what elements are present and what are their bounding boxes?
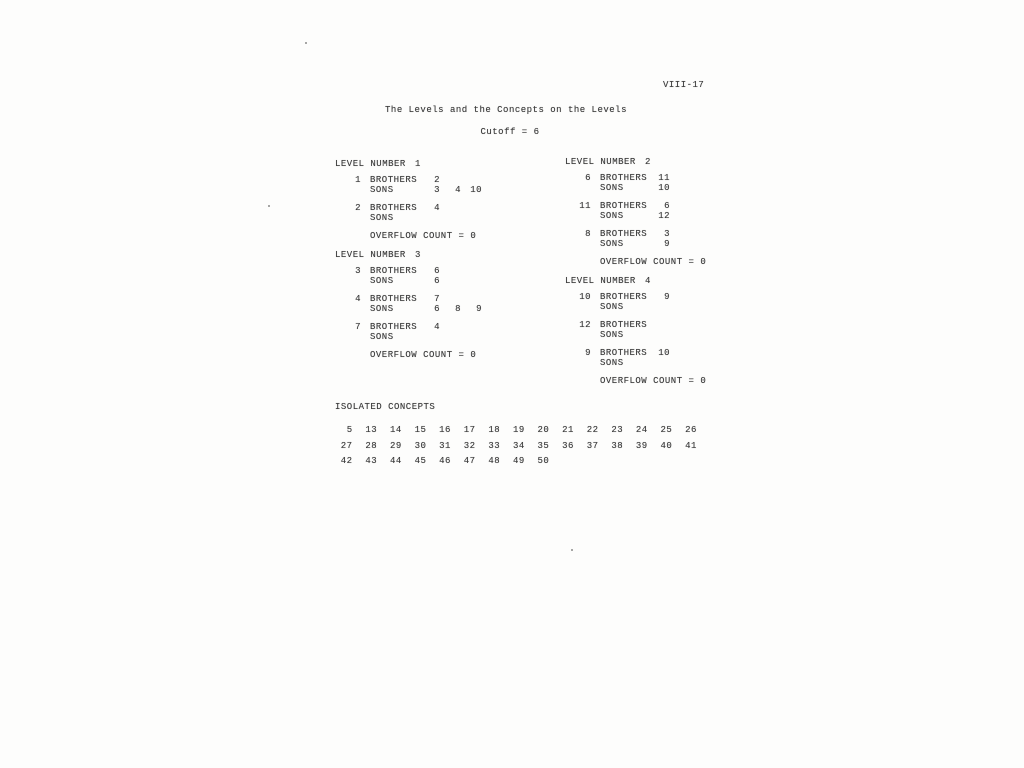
sons-label: SONS	[370, 304, 394, 315]
brothers-line	[335, 266, 555, 276]
level-section	[335, 159, 555, 241]
isolated-number: 37	[586, 440, 599, 451]
overflow-count: OVERFLOW COUNT = 0	[370, 230, 477, 241]
level-header	[335, 159, 555, 169]
isolated-concepts-grid	[328, 423, 697, 470]
brothers-value: 3	[664, 228, 670, 239]
levels-column-left	[335, 159, 555, 369]
brothers-label: BROTHERS	[600, 228, 648, 239]
brothers-value: 11	[658, 173, 670, 183]
brothers-value: 4	[434, 202, 440, 213]
concept-id-spacer	[565, 358, 591, 368]
overflow-count: OVERFLOW COUNT = 0	[370, 349, 477, 360]
sons-value	[691, 302, 712, 312]
brothers-value: 7	[434, 294, 440, 305]
isolated-number: 46	[439, 456, 451, 466]
isolated-number: 36	[562, 440, 574, 451]
isolated-number: 39	[635, 440, 648, 451]
concept-id: 4	[355, 294, 361, 305]
sons-value	[440, 276, 461, 286]
brothers-value: 2	[434, 175, 440, 185]
concept-id: 10	[579, 292, 591, 303]
sons-line	[335, 332, 555, 342]
isolated-number: 40	[660, 440, 673, 451]
scan-speck	[571, 549, 573, 551]
isolated-number: 19	[512, 425, 525, 435]
brothers-label: BROTHERS	[370, 175, 418, 185]
concept-id-spacer	[565, 183, 591, 193]
sons-label: SONS	[370, 185, 394, 196]
level-number-label: LEVEL NUMBER	[335, 159, 406, 169]
level-header	[565, 276, 785, 286]
concept-id-spacer	[565, 211, 591, 221]
sons-label: SONS	[600, 302, 624, 313]
brothers-label: BROTHERS	[370, 322, 418, 332]
isolated-number: 26	[685, 425, 697, 435]
brothers-line	[335, 294, 555, 304]
sons-value: 3	[434, 185, 440, 196]
sons-value	[656, 302, 670, 312]
isolated-number: 38	[611, 440, 624, 451]
sons-line	[335, 213, 555, 223]
sons-line	[565, 358, 785, 368]
sons-value	[440, 213, 461, 223]
brothers-value: 6	[664, 200, 670, 211]
isolated-number: 43	[365, 456, 378, 466]
concept-id-spacer	[565, 330, 591, 340]
brothers-value: 9	[664, 292, 670, 303]
isolated-number: 23	[611, 425, 624, 435]
isolated-number: 28	[365, 440, 378, 451]
sons-value	[691, 183, 712, 193]
sons-value	[691, 239, 712, 249]
brothers-line	[565, 292, 785, 302]
level-number-value: 1	[415, 159, 421, 169]
sons-value	[670, 211, 691, 221]
sons-line	[335, 276, 555, 286]
sons-value	[670, 330, 691, 340]
sons-line	[565, 239, 785, 249]
isolated-number: 22	[586, 425, 599, 435]
brothers-value	[656, 320, 670, 330]
isolated-number: 29	[389, 440, 402, 451]
sons-line	[565, 211, 785, 221]
concept-entry	[335, 294, 555, 314]
isolated-row	[328, 454, 697, 470]
sons-line	[565, 330, 785, 340]
level-number-value: 3	[415, 250, 421, 261]
isolated-number: 45	[414, 456, 427, 466]
brothers-label: BROTHERS	[600, 200, 648, 211]
level-header	[335, 250, 555, 260]
sons-value	[670, 183, 691, 193]
sons-value: 8	[455, 304, 461, 315]
sons-label: SONS	[600, 358, 624, 369]
isolated-number: 16	[439, 425, 451, 435]
sons-value: 4	[455, 185, 461, 196]
sons-value: 9	[664, 238, 670, 249]
isolated-number: 17	[463, 425, 476, 435]
brothers-line	[565, 173, 785, 183]
sons-value	[656, 330, 670, 340]
sons-value: 10	[470, 185, 482, 196]
sons-value	[461, 332, 482, 342]
brothers-label: BROTHERS	[370, 266, 418, 277]
sons-value	[461, 276, 482, 286]
sons-value: 9	[476, 304, 482, 315]
isolated-concepts-heading: ISOLATED CONCEPTS	[335, 402, 436, 412]
isolated-number: 30	[414, 440, 427, 451]
sons-value	[426, 332, 440, 342]
concept-entry	[565, 173, 785, 193]
brothers-line	[565, 201, 785, 211]
brothers-line	[565, 320, 785, 330]
sons-label: SONS	[600, 238, 624, 249]
brothers-label: BROTHERS	[370, 294, 418, 305]
concept-id-spacer	[335, 332, 361, 342]
concept-id-spacer	[335, 276, 361, 286]
sons-line	[335, 185, 555, 195]
sons-line	[335, 304, 555, 314]
sons-value: 10	[658, 183, 670, 194]
scan-speck	[305, 42, 307, 44]
isolated-row	[328, 439, 697, 455]
sons-value	[461, 213, 482, 223]
isolated-number: 35	[537, 440, 550, 451]
concept-entry	[335, 203, 555, 223]
overflow-count: OVERFLOW COUNT = 0	[600, 256, 707, 267]
concept-id-spacer	[565, 239, 591, 249]
concept-id-spacer	[565, 302, 591, 312]
concept-entry	[565, 201, 785, 221]
brothers-line	[565, 229, 785, 239]
level-section	[565, 276, 785, 386]
sons-value	[670, 239, 691, 249]
concept-entry	[335, 322, 555, 342]
concept-id-spacer	[335, 304, 361, 314]
concept-id: 2	[355, 202, 361, 213]
sons-value: 6	[434, 304, 440, 315]
document-title: The Levels and the Concepts on the Levels	[385, 105, 627, 115]
concept-entry	[565, 292, 785, 312]
brothers-line	[335, 175, 555, 185]
concept-id: 12	[579, 320, 591, 330]
concept-id: 6	[585, 173, 591, 183]
level-header	[565, 157, 785, 167]
sons-label: SONS	[370, 213, 394, 224]
isolated-row	[328, 423, 697, 439]
isolated-number: 47	[463, 456, 476, 466]
brothers-value: 4	[434, 322, 440, 332]
sons-value	[691, 358, 712, 368]
isolated-number: 14	[389, 425, 402, 435]
cutoff-line: Cutoff = 6	[480, 127, 540, 137]
brothers-line	[335, 322, 555, 332]
isolated-number: 48	[488, 456, 501, 466]
level-number-value: 2	[645, 157, 651, 167]
brothers-label: BROTHERS	[600, 292, 648, 303]
sons-value	[691, 330, 712, 340]
isolated-number: 24	[635, 425, 648, 435]
brothers-line	[335, 203, 555, 213]
levels-column-right	[565, 157, 785, 395]
sons-label: SONS	[600, 330, 624, 341]
concept-id: 8	[585, 228, 591, 239]
brothers-line	[565, 348, 785, 358]
sons-value: 6	[434, 276, 440, 287]
concept-entry	[565, 320, 785, 340]
sons-value: 12	[658, 211, 670, 222]
isolated-number: 13	[365, 425, 378, 435]
isolated-number: 18	[488, 425, 501, 435]
sons-line	[565, 302, 785, 312]
brothers-label: BROTHERS	[600, 320, 648, 330]
concept-id-spacer	[335, 185, 361, 195]
concept-id: 9	[585, 347, 591, 358]
brothers-label: BROTHERS	[600, 173, 648, 183]
isolated-number: 41	[685, 440, 697, 451]
level-number-label: LEVEL NUMBER	[335, 250, 406, 261]
isolated-number: 44	[389, 456, 402, 466]
sons-value	[426, 213, 440, 223]
sons-value	[440, 332, 461, 342]
concept-entry	[565, 348, 785, 368]
isolated-number: 20	[537, 425, 550, 435]
overflow-count: OVERFLOW COUNT = 0	[600, 375, 707, 386]
sons-label: SONS	[600, 211, 624, 222]
isolated-number: 21	[562, 425, 574, 435]
level-section	[565, 157, 785, 267]
sons-label: SONS	[370, 332, 394, 343]
isolated-number: 15	[414, 425, 427, 435]
sons-value	[691, 211, 712, 221]
isolated-number: 42	[340, 456, 353, 466]
level-number-value: 4	[645, 276, 651, 287]
isolated-number: 25	[660, 425, 673, 435]
scan-speck	[268, 205, 270, 207]
isolated-number: 49	[512, 456, 525, 466]
concept-id: 3	[355, 266, 361, 277]
sons-label: SONS	[370, 276, 394, 287]
concept-id: 1	[355, 175, 361, 185]
concept-entry	[335, 266, 555, 286]
isolated-number: 50	[537, 456, 550, 466]
brothers-label: BROTHERS	[600, 347, 648, 358]
page-number: VIII-17	[663, 80, 705, 90]
isolated-number: 5	[346, 425, 353, 435]
isolated-number: 31	[439, 440, 451, 451]
sons-value	[656, 358, 670, 368]
sons-value	[670, 302, 691, 312]
isolated-number: 27	[340, 440, 353, 451]
isolated-number: 34	[512, 440, 525, 451]
concept-entry	[335, 175, 555, 195]
concept-id: 11	[579, 200, 591, 211]
sons-label: SONS	[600, 183, 624, 194]
sons-line	[565, 183, 785, 193]
concept-id: 7	[355, 322, 361, 332]
level-number-label: LEVEL NUMBER	[565, 157, 636, 167]
level-number-label: LEVEL NUMBER	[565, 276, 636, 287]
brothers-value: 10	[658, 347, 670, 358]
level-section	[335, 250, 555, 360]
sons-value	[670, 358, 691, 368]
isolated-number: 33	[488, 440, 501, 451]
concept-id-spacer	[335, 213, 361, 223]
brothers-value: 6	[434, 266, 440, 277]
concept-entry	[565, 229, 785, 249]
isolated-number: 32	[463, 440, 476, 451]
brothers-label: BROTHERS	[370, 202, 418, 213]
